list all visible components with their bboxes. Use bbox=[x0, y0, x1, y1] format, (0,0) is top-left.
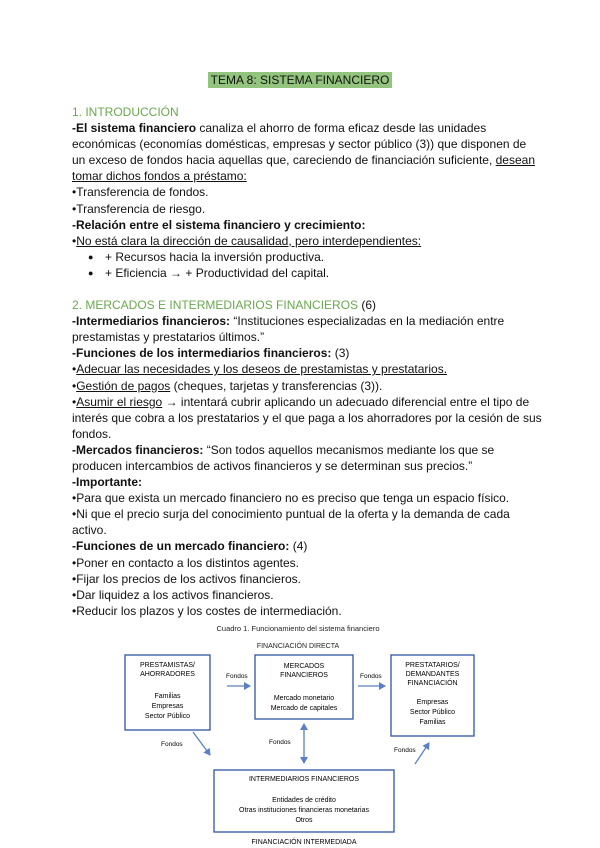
figure-caption: Cuadro 1. Funcionamiento del sistema financiero bbox=[216, 624, 380, 633]
list-item: ● + Eficiencia → + Productividad del capital. bbox=[72, 265, 542, 281]
financiacion-intermediada-label: FINANCIACIÓN INTERMEDIADA bbox=[251, 839, 357, 846]
intermediaries-item: Otros bbox=[295, 817, 313, 824]
borrowers-title-1: PRESTATARIOS/ bbox=[405, 662, 460, 669]
arrow-intermediaries-borrowers bbox=[415, 743, 429, 764]
paragraph-causalidad: •No está clara la dirección de causalidad, pero interdependientes: bbox=[72, 233, 422, 248]
intermediaries-title: INTERMEDIARIOS FINANCIEROS bbox=[248, 776, 360, 783]
paragraph-sistema-financiero: -El sistema financiero canaliza el ahorro de forma eficaz desde las unidades económicas (economías domésticas, empresas y sector público (3)) que disponen de un exceso de fondos hacia aquellas que, careciendo de financiación suficiente, desean tomar dichos fondos a préstamo: bbox=[72, 121, 535, 184]
borrowers-item: Empresas bbox=[416, 699, 449, 706]
borrowers-item: Familias bbox=[419, 719, 446, 726]
paragraph-funciones-intermediarios: -Funciones de los intermediarios financieros: (3) bbox=[72, 346, 350, 361]
document-body bbox=[72, 104, 542, 619]
fondos-label: Fondos bbox=[360, 673, 382, 680]
bullet-fijar-precios: •Fijar los precios de los activos financieros. bbox=[72, 571, 301, 586]
bullet-precio: •Ni que el precio surja del conocimiento puntual de la oferta y la demanda de cada activo. bbox=[72, 507, 510, 538]
borrowers-title-2: DEMANDANTES bbox=[405, 671, 460, 678]
markets-item: Mercado monetario bbox=[273, 695, 335, 702]
fondos-label: Fondos bbox=[226, 673, 248, 680]
fondos-label: Fondos bbox=[269, 739, 291, 746]
paragraph-funciones-mercado: -Funciones de un mercado financiero: (4) bbox=[72, 539, 308, 554]
document-title: TEMA 8: SISTEMA FINANCIERO bbox=[208, 72, 393, 88]
paragraph-mercados-financieros: -Mercados financieros: “Son todos aquellos mecanismos mediante los que se producen intercambios de activos financieros y se determinan sus precios.” bbox=[72, 442, 495, 473]
bullet-transferencia-riesgo: •Transferencia de riesgo. bbox=[72, 201, 206, 216]
lenders-title-2: AHORRADORES bbox=[140, 671, 195, 678]
section-heading-introduccion: 1. INTRODUCCIÓN bbox=[72, 105, 179, 119]
paragraph-relacion: -Relación entre el sistema financiero y crecimiento: bbox=[72, 217, 366, 232]
markets-title-2: FINANCIEROS bbox=[280, 672, 328, 679]
intermediaries-item: Entidades de crédito bbox=[272, 797, 336, 804]
bullet-gestion-pagos: •Gestión de pagos (cheques, tarjetas y transferencias (3)). bbox=[72, 378, 383, 393]
financial-system-diagram bbox=[118, 620, 478, 848]
borrowers-title-3: FINANCIACIÓN bbox=[407, 680, 458, 687]
bullet-reducir-plazos: •Reducir los plazos y los costes de intermediación. bbox=[72, 603, 342, 618]
fondos-label: Fondos bbox=[394, 747, 416, 754]
bullet-contacto: •Poner en contacto a los distintos agentes. bbox=[72, 555, 300, 570]
markets-title-1: MERCADOS bbox=[283, 663, 325, 670]
list-item: ● + Recursos hacia la inversión productiva. bbox=[72, 249, 542, 265]
financiacion-directa-label: FINANCIACIÓN DIRECTA bbox=[256, 643, 340, 650]
lenders-title-1: PRESTAMISTAS/ bbox=[140, 662, 195, 669]
lenders-item: Familias bbox=[154, 693, 181, 700]
markets-item: Mercado de capitales bbox=[270, 705, 338, 712]
arrow-lenders-intermediaries bbox=[193, 732, 210, 755]
bullet-liquidez: •Dar liquidez a los activos financieros. bbox=[72, 587, 274, 602]
bullet-transferencia-fondos: •Transferencia de fondos. bbox=[72, 185, 209, 200]
fondos-label: Fondos bbox=[161, 741, 183, 748]
bullet-adecuar: •Adecuar las necesidades y los deseos de prestamistas y prestatarios. bbox=[72, 362, 448, 377]
paragraph-intermediarios: -Intermediarios financieros: “Instituciones especializadas en la mediación entre prestamistas y prestatarios últimos.” bbox=[72, 314, 505, 345]
lenders-item: Empresas bbox=[151, 703, 184, 710]
borrowers-item: Sector Público bbox=[409, 709, 456, 716]
section-heading-mercados: 2. MERCADOS E INTERMEDIARIOS FINANCIEROS (6) bbox=[72, 298, 377, 313]
paragraph-importante: -Importante: bbox=[72, 475, 142, 490]
bullet-asumir-riesgo: •Asumir el riesgo → intentará cubrir aplicando un adecuado diferencial entre el tipo de interés que cobra a los prestatarios y el que paga a los ahorradores por la cesión de sus fondos. bbox=[72, 394, 542, 441]
intermediaries-item: Otras instituciones financieras monetarias bbox=[239, 807, 369, 814]
bullet-espacio-fisico: •Para que exista un mercado financiero no es preciso que tenga un espacio físico. bbox=[72, 491, 510, 506]
lenders-item: Sector Público bbox=[144, 713, 191, 720]
